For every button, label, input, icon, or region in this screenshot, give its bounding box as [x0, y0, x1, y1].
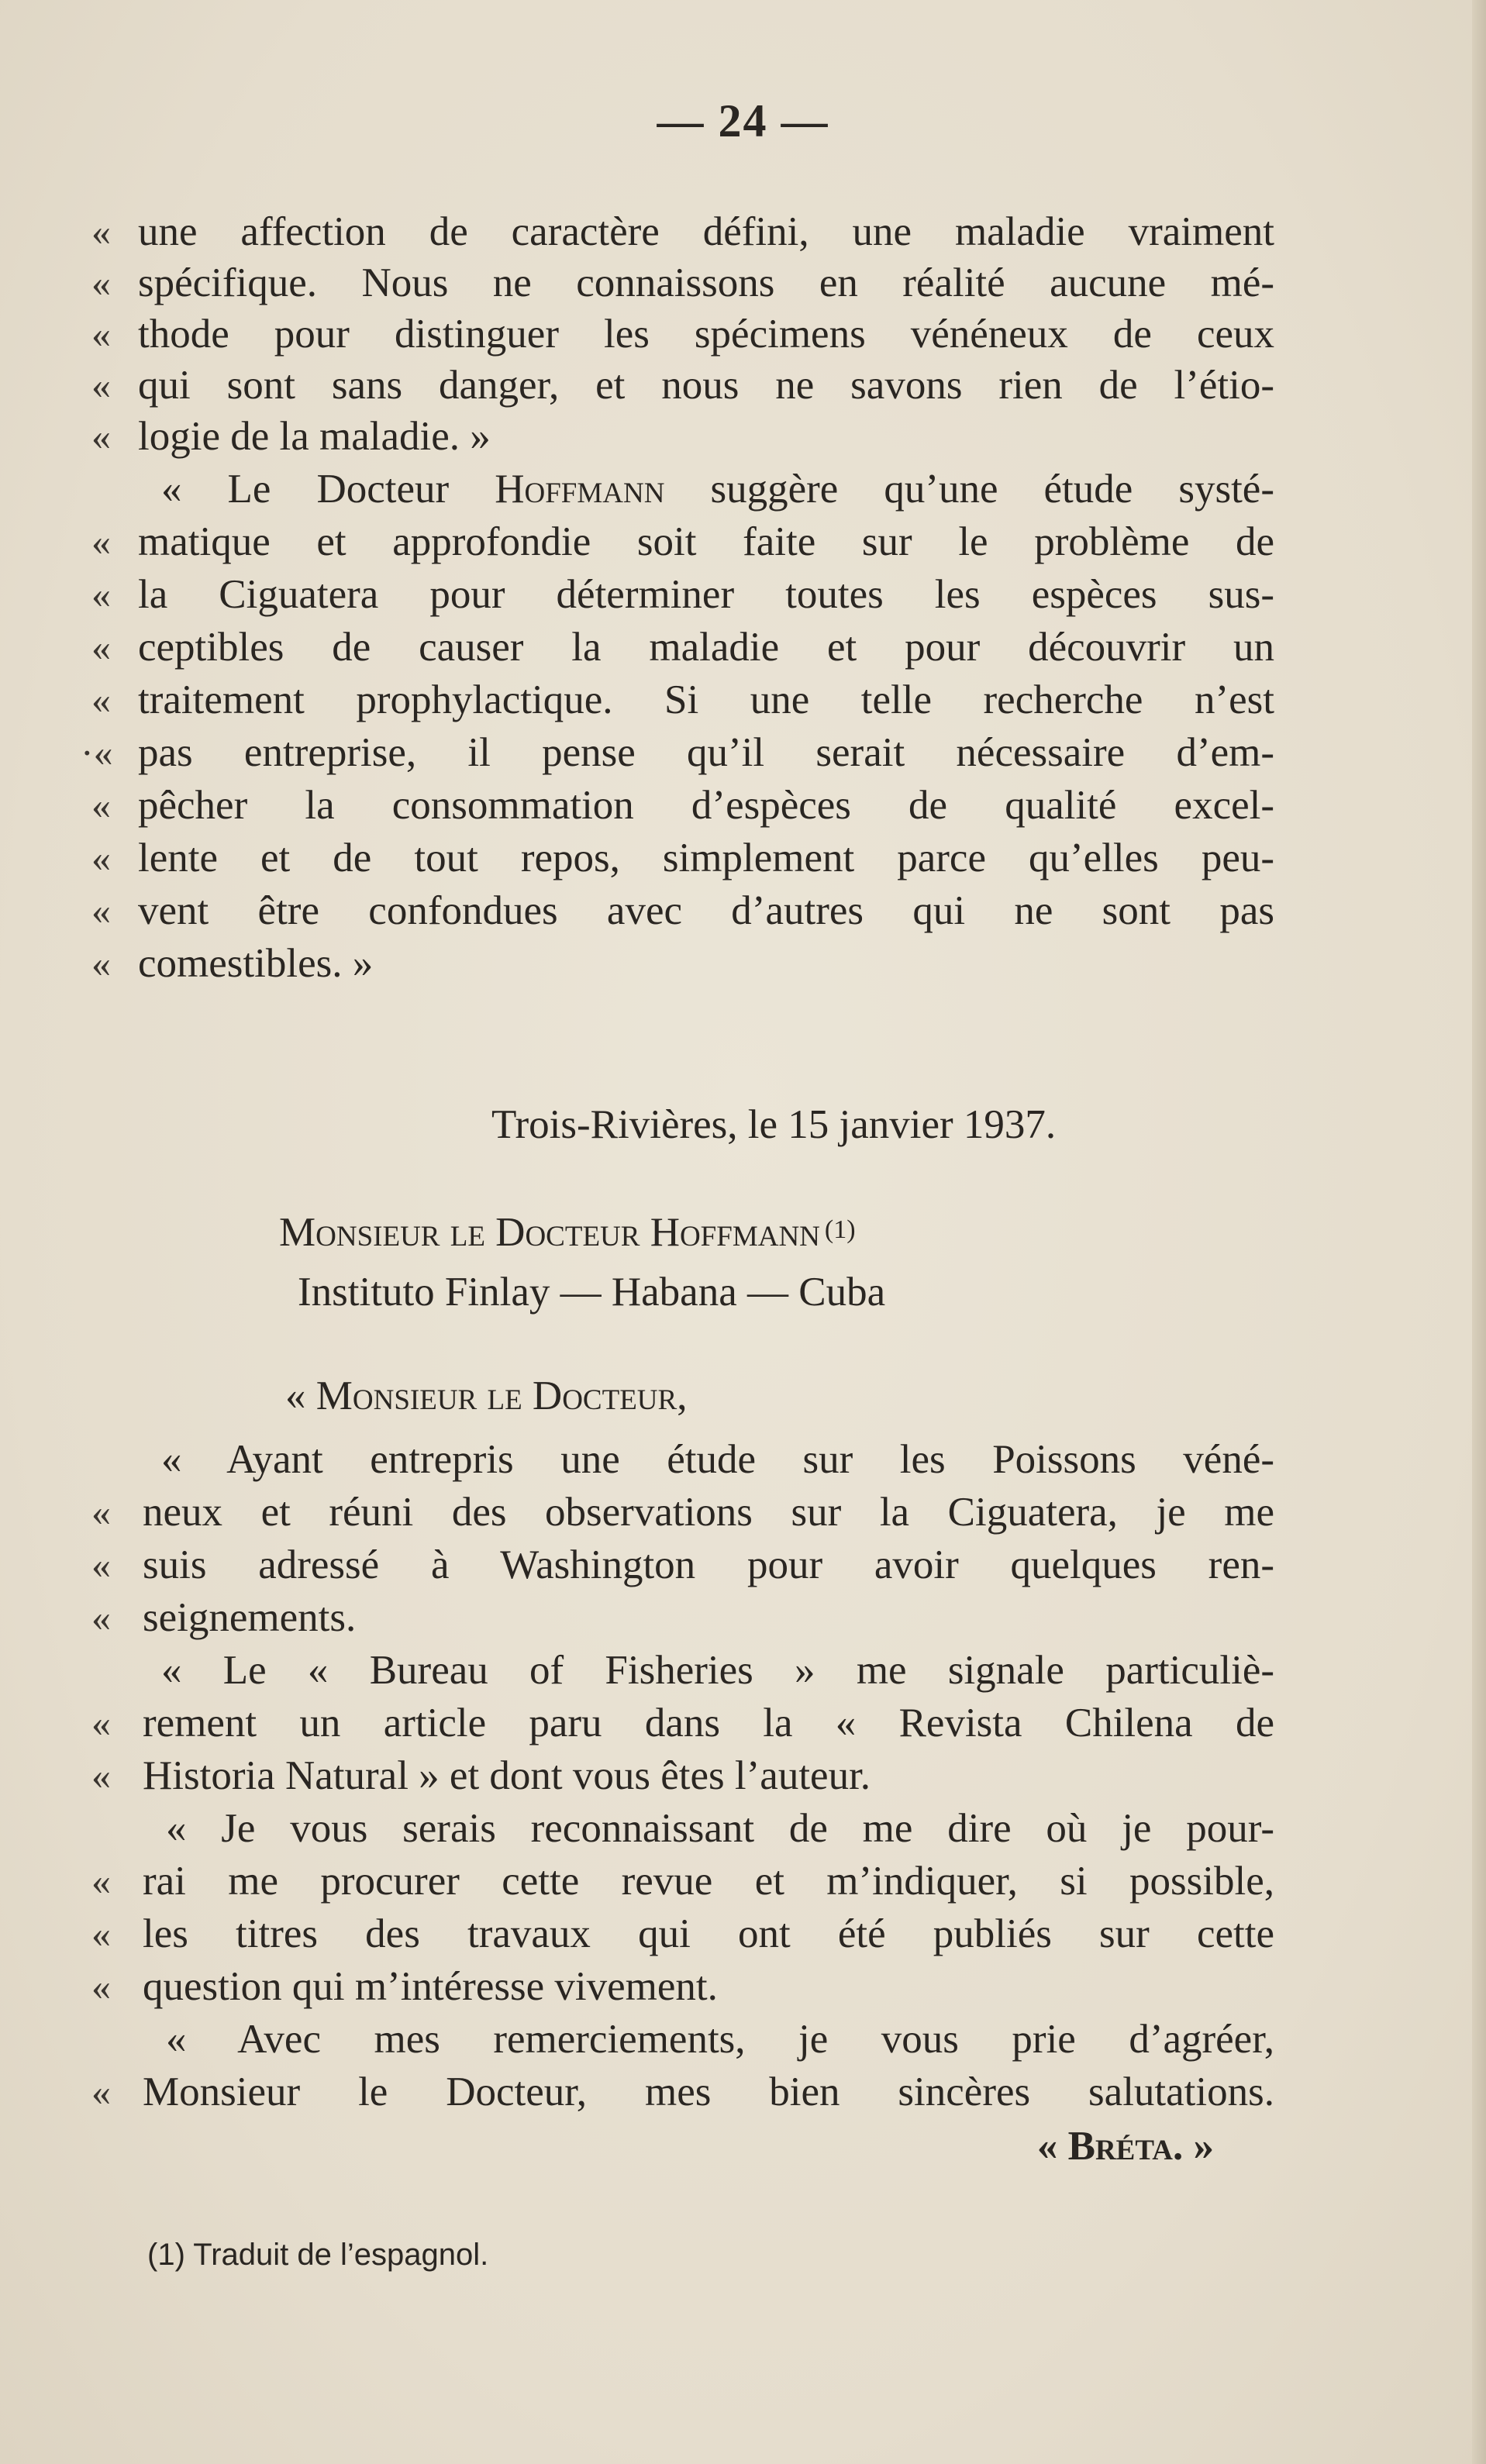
guillemet-margin: « [91, 784, 111, 827]
text-line: traitement prophylactique. Si une telle recherche n’est [138, 677, 1274, 722]
text-line: vent être confondues avec d’autres qui ne sont pas [138, 888, 1274, 933]
text-line: les titres des travaux qui ont été publiés sur cette [143, 1911, 1274, 1956]
text-line: lente et de tout repos, simplement parce qu’elles peu- [138, 836, 1274, 880]
addressee-line [279, 1204, 856, 1258]
guillemet-margin: « [91, 1596, 111, 1639]
text-fragment: « Le Docteur [161, 467, 495, 512]
text-line: rai me procurer cette revue et m’indiquer, si possible, [143, 1859, 1274, 1904]
text-line: pêcher la consommation d’espèces de qualité excel- [138, 783, 1274, 828]
guillemet-margin: « [91, 1701, 111, 1745]
text-line: question qui m’intéresse vivement. [143, 1964, 718, 2009]
guillemet-margin: « [91, 364, 111, 407]
guillemet-margin: « [91, 942, 111, 985]
guillemet-margin: « [91, 1754, 111, 1797]
footnote-reference: (1) [824, 1215, 856, 1244]
text-line: suis adressé à Washington pour avoir quelques ren- [143, 1542, 1274, 1587]
guillemet-margin: « [91, 312, 111, 356]
paragraph-opening-line: « Je vous serais reconnaissant de me dire où je pour- [166, 1806, 1274, 1851]
text-line: thode pour distinguer les spécimens vénéneux de ceux [138, 312, 1274, 357]
addressee-place: Instituto Finlay — Habana — Cuba [298, 1270, 886, 1315]
page-edge-shadow [1472, 0, 1486, 2464]
text-line: neux et réuni des observations sur la Ciguatera, je me [143, 1490, 1274, 1535]
guillemet-margin: « [91, 1859, 111, 1903]
paragraph-opening-line: « Avec mes remerciements, je vous prie d’agréer, [166, 2017, 1274, 2062]
text-line: pas entreprise, il pense qu’il serait nécessaire d’em- [138, 730, 1274, 775]
footnote: (1) Traduit de l’espagnol. [147, 2238, 489, 2272]
text-fragment: suggère qu’une étude systé- [664, 467, 1274, 512]
guillemet-margin: « [91, 2070, 111, 2114]
guillemet-margin: « [91, 1965, 111, 2008]
text-line: Historia Natural » et dont vous êtes l’auteur. [143, 1753, 871, 1798]
letter-salutation: « Monsieur le Docteur, [285, 1373, 688, 1418]
guillemet-margin: « [91, 889, 111, 932]
signature: « Bréta. » [1036, 2124, 1214, 2169]
text-line: Monsieur le Docteur, mes bien sincères salutations. [143, 2069, 1274, 2114]
guillemet-margin: « [91, 1912, 111, 1956]
guillemet-margin: « [91, 1543, 111, 1587]
paragraph-opening-line: « Ayant entrepris une étude sur les Poissons véné- [161, 1437, 1274, 1482]
guillemet-margin: « [91, 210, 111, 253]
text-line: qui sont sans danger, et nous ne savons rien de l’étio- [138, 363, 1274, 408]
guillemet-margin: « [91, 678, 111, 722]
guillemet-margin: « [91, 1490, 111, 1534]
text-line: logie de la maladie. » [138, 414, 491, 459]
text-line: la Ciguatera pour déterminer toutes les espèces sus- [138, 572, 1274, 617]
text-line: une affection de caractère défini, une maladie vraiment [138, 209, 1274, 254]
guillemet-margin: ·« [81, 731, 113, 774]
place-date-line: Trois-Rivières, le 15 janvier 1937. [491, 1102, 1057, 1147]
guillemet-margin: « [91, 625, 111, 669]
guillemet-margin: « [91, 573, 111, 616]
text-line: matique et approfondie soit faite sur le problème de [138, 519, 1274, 564]
text-line: ceptibles de causer la maladie et pour découvrir un [138, 625, 1274, 670]
paragraph-opening-line: « Le « Bureau of Fisheries » me signale particuliè- [161, 1648, 1274, 1693]
text-line: seignements. [143, 1595, 357, 1640]
page-number: — 24 — [657, 95, 829, 146]
text-line: comestibles. » [138, 941, 374, 986]
addressee-name: Monsieur le Docteur Hoffmann [279, 1210, 820, 1255]
guillemet-margin: « [91, 520, 111, 563]
text-line: rement un article paru dans la « Revista Chilena de [143, 1701, 1274, 1745]
guillemet-margin: « [91, 836, 111, 880]
guillemet-margin: « [91, 261, 111, 305]
paragraph-opening-line [161, 464, 1274, 515]
author-name: Hoffmann [495, 467, 665, 512]
guillemet-margin: « [91, 415, 111, 458]
text-line: spécifique. Nous ne connaissons en réalité aucune mé- [138, 260, 1274, 305]
